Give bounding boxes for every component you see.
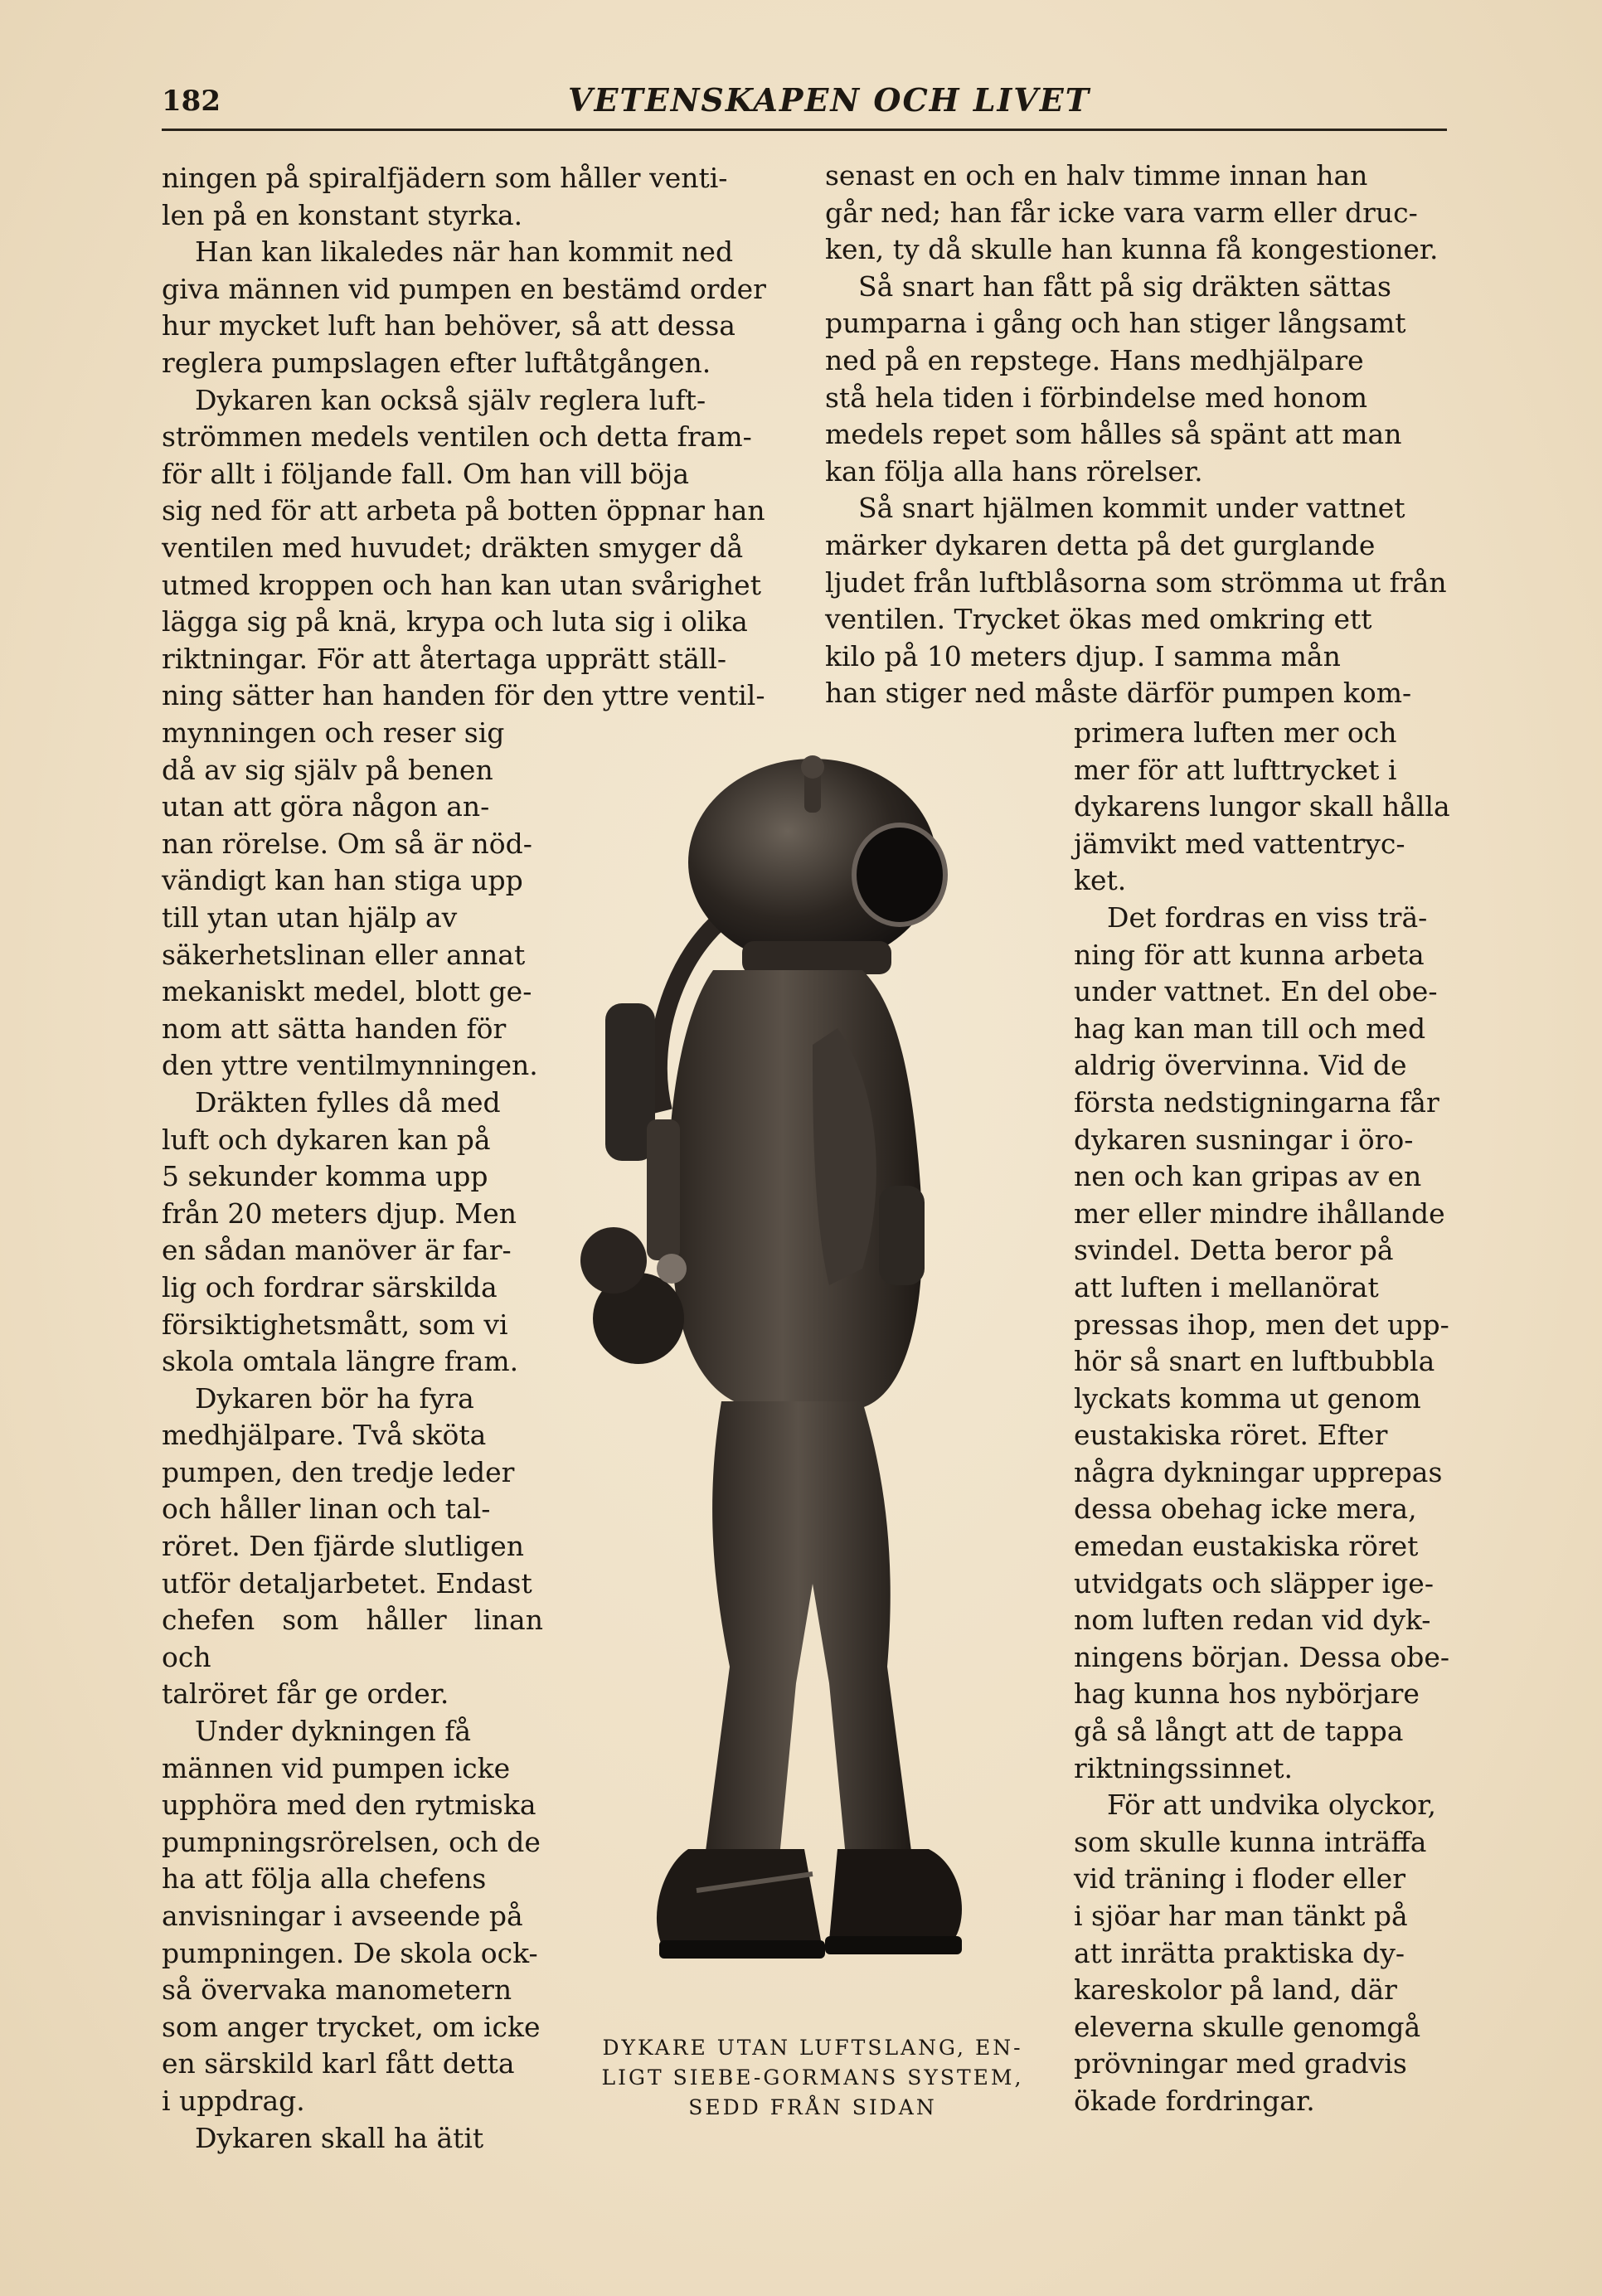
text-line: eleverna skulle genomgå: [1074, 2010, 1421, 2043]
text-line: utan att göra någon an-: [162, 790, 490, 823]
text-line: eustakiska röret. Efter: [1074, 1419, 1388, 1452]
text-line: pumparna i gång och han stiger långsamt: [825, 307, 1406, 340]
text-line: hag kan man till och med: [1074, 1012, 1426, 1045]
text-line: upphöra med den rytmiska: [162, 1789, 536, 1822]
text-line: som anger trycket, om icke: [162, 2010, 541, 2043]
text-line: och håller linan och tal-: [162, 1493, 491, 1526]
text-line: försiktighetsmått, som vi: [162, 1308, 508, 1341]
text-line: ningens början. Dessa obe-: [1074, 1640, 1449, 1673]
text-line: Dräkten fylles då med: [195, 1085, 501, 1119]
text-line: mer eller mindre ihållande: [1074, 1197, 1445, 1230]
text-line: utvidgats och släpper ige-: [1074, 1566, 1434, 1599]
text-line: anvisningar i avseende på: [162, 1900, 523, 1932]
text-line: Så snart han fått på sig dräkten sättas: [858, 269, 1391, 303]
text-line: reglera pumpslagen efter luftåtgången.: [162, 346, 711, 379]
text-line: svindel. Detta beror på: [1074, 1234, 1394, 1267]
text-line: utmed kroppen och han kan utan svårighet: [162, 568, 761, 601]
text-line: luft och dykaren kan på: [162, 1123, 491, 1156]
text-line: sig ned för att arbeta på botten öppnar han: [162, 494, 765, 527]
text-line: en särskild karl fått detta: [162, 2047, 515, 2080]
text-line: ken, ty då skulle han kunna få kongestioner.: [825, 233, 1439, 266]
text-line: mer för att lufttrycket i: [1074, 753, 1397, 786]
text-line: då av sig själv på benen: [162, 753, 493, 786]
text-line: hör så snart en luftbubbla: [1074, 1345, 1435, 1378]
text-line: nen och kan gripas av en: [1074, 1160, 1422, 1193]
text-line: emedan eustakiska röret: [1074, 1530, 1419, 1563]
text-line: nom luften redan vid dyk-: [1074, 1604, 1431, 1637]
text-line: pumpningen. De skola ock-: [162, 1936, 538, 1969]
text-line: märker dykaren detta på det gurglande: [825, 528, 1376, 561]
text-line: går ned; han får icke vara varm eller druc-: [825, 196, 1418, 229]
text-line: hur mycket luft han behöver, så att dessa: [162, 309, 735, 342]
text-line: ning för att kunna arbeta: [1074, 938, 1425, 971]
text-line: Under dykningen få: [195, 1715, 472, 1748]
text-line: den yttre ventilmynningen.: [162, 1049, 538, 1082]
text-line: hag kunna hos nybörjare: [1074, 1677, 1420, 1711]
header-rule: [162, 129, 1447, 131]
text-line: riktningar. För att återtaga upprätt ställ-: [162, 642, 727, 675]
text-line: för allt i följande fall. Om han vill böja: [162, 457, 690, 490]
text-line: Dykaren skall ha ätit: [195, 2121, 484, 2154]
text-line: vid träning i floder eller: [1074, 1862, 1405, 1896]
text-line: ökade fordringar.: [1074, 2084, 1315, 2117]
text-line: utför detaljarbetet. Endast: [162, 1566, 532, 1599]
text-line: dykarens lungor skall hålla: [1074, 790, 1450, 823]
text-line: kan följa alla hans rörelser.: [825, 454, 1203, 488]
text-line: från 20 meters djup. Men: [162, 1197, 517, 1230]
text-line: nom att sätta handen för: [162, 1012, 507, 1045]
text-line: strömmen medels ventilen och detta fram-: [162, 420, 752, 454]
text-line: talröret får ge order.: [162, 1677, 449, 1711]
text-line: skola omtala längre fram.: [162, 1345, 519, 1378]
left-column-full: [162, 160, 792, 715]
text-line: ket.: [1074, 864, 1127, 897]
text-line: som skulle kunna inträffa: [1074, 1825, 1427, 1858]
text-line: ventilen. Trycket ökas med omkring ett: [825, 603, 1372, 636]
text-line: kilo på 10 meters djup. I samma mån: [825, 639, 1341, 672]
text-line: senast en och en halv timme innan han: [825, 159, 1368, 192]
text-line: Han kan likaledes när han kommit ned: [195, 235, 734, 269]
text-line: i uppdrag.: [162, 2084, 305, 2117]
caption-line: SEDD FRÅN SIDAN: [688, 2095, 937, 2119]
right-column-narrow: [1074, 715, 1451, 2120]
page-number: 182: [162, 85, 221, 118]
text-line: mekaniskt medel, blott ge-: [162, 975, 532, 1008]
text-line: medels repet som hålles så spänt att man: [825, 418, 1402, 451]
diver-illustration: [564, 755, 1028, 2023]
text-line: jämvikt med vattentryc-: [1074, 827, 1405, 860]
text-line: första nedstigningarna får: [1074, 1085, 1439, 1119]
running-title: VETENSKAPEN OCH LIVET: [568, 81, 1091, 119]
text-line: giva männen vid pumpen en bestämd order: [162, 272, 766, 305]
text-line: att inrätta praktiska dy-: [1074, 1936, 1405, 1969]
text-line: chefen som håller linan och: [162, 1604, 543, 1673]
text-line: han stiger ned måste därför pumpen kom-: [825, 677, 1412, 710]
text-line: Dykaren bör ha fyra: [195, 1381, 474, 1415]
text-line: dykaren susningar i öro-: [1074, 1123, 1414, 1156]
text-line: medhjälpare. Två sköta: [162, 1419, 487, 1452]
text-line: vändigt kan han stiga upp: [162, 864, 523, 897]
text-line: till ytan utan hjälp av: [162, 900, 458, 934]
right-column-full: [825, 158, 1451, 712]
text-line: pumpen, den tredje leder: [162, 1455, 515, 1488]
text-line: lyckats komma ut genom: [1074, 1381, 1421, 1415]
text-line: Dykaren kan också själv reglera luft-: [195, 383, 706, 416]
text-line: Det fordras en viss trä-: [1107, 900, 1428, 934]
text-line: så övervaka manometern: [162, 1973, 512, 2007]
text-line: nan rörelse. Om så är nöd-: [162, 827, 532, 860]
page-header: [162, 76, 1447, 134]
text-line: len på en konstant styrka.: [162, 198, 523, 231]
text-line: pumpningsrörelsen, och de: [162, 1825, 541, 1858]
text-line: männen vid pumpen icke: [162, 1751, 511, 1784]
text-line: prövningar med gradvis: [1074, 2047, 1407, 2080]
text-line: ningen på spiralfjädern som håller venti-: [162, 162, 728, 194]
text-line: ventilen med huvudet; dräkten smyger då: [162, 531, 744, 564]
text-line: en sådan manöver är far-: [162, 1234, 512, 1267]
diver-icon: [564, 755, 1028, 2023]
text-line: riktningssinnet.: [1074, 1751, 1293, 1784]
text-line: att luften i mellanörat: [1074, 1270, 1379, 1303]
text-line: gå så långt att de tappa: [1074, 1715, 1404, 1748]
caption-line: LIGT SIEBE-GORMANS SYSTEM,: [601, 2065, 1024, 2090]
left-column-narrow: [162, 715, 543, 2157]
text-line: stå hela tiden i förbindelse med honom: [825, 381, 1368, 414]
text-line: under vattnet. En del obe-: [1074, 975, 1438, 1008]
text-line: aldrig övervinna. Vid de: [1074, 1049, 1407, 1082]
text-line: ljudet från luftblåsorna som strömma ut från: [825, 566, 1447, 599]
caption-line: DYKARE UTAN LUFTSLANG, EN-: [602, 2036, 1023, 2060]
text-line: lig och fordrar särskilda: [162, 1270, 498, 1303]
text-line: ha att följa alla chefens: [162, 1862, 487, 1896]
text-line: ning sätter han handen för den yttre ventil-: [162, 679, 765, 712]
text-line: För att undvika olyckor,: [1107, 1789, 1436, 1822]
text-line: Så snart hjälmen kommit under vattnet: [858, 492, 1405, 525]
text-line: kareskolor på land, där: [1074, 1973, 1397, 2007]
text-line: dessa obehag icke mera,: [1074, 1493, 1417, 1526]
text-line: säkerhetslinan eller annat: [162, 938, 526, 971]
text-line: röret. Den fjärde slutligen: [162, 1530, 524, 1563]
text-line: pressas ihop, men det upp-: [1074, 1308, 1449, 1341]
text-line: 5 sekunder komma upp: [162, 1160, 488, 1193]
text-line: i sjöar har man tänkt på: [1074, 1900, 1408, 1932]
figure-caption: [572, 2033, 1053, 2123]
text-line: mynningen och reser sig: [162, 716, 505, 749]
text-line: ned på en repstege. Hans medhjälpare: [825, 343, 1364, 376]
text-line: några dykningar upprepas: [1074, 1455, 1443, 1488]
text-line: lägga sig på knä, krypa och luta sig i olika: [162, 605, 748, 638]
text-line: primera luften mer och: [1074, 716, 1397, 749]
